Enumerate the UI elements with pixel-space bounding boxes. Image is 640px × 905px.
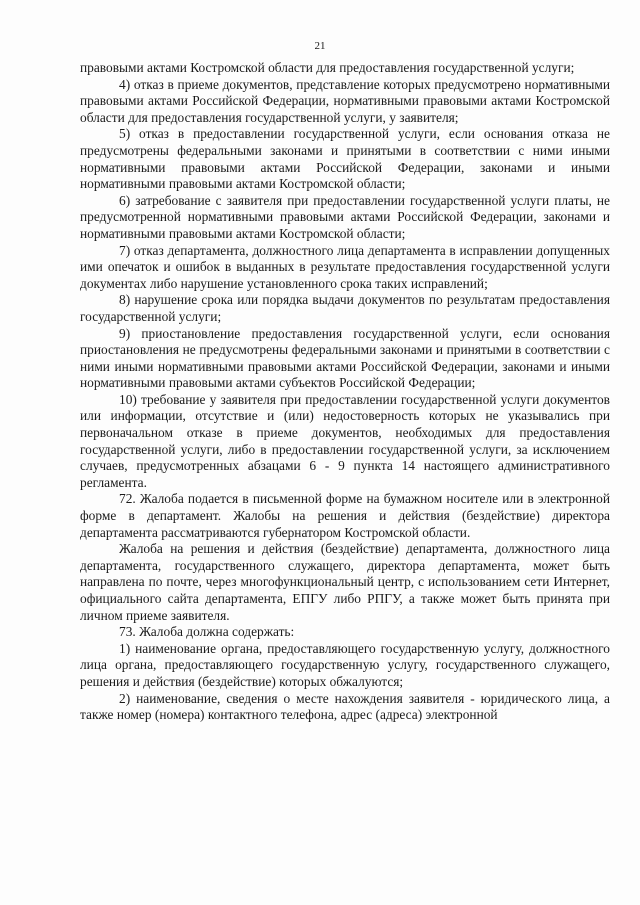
paragraph-clause-73: 73. Жалоба должна содержать: [119,624,295,640]
paragraph-item-5: 5) отказ в предоставлении государственной услуги, если основания отказа не предусмотрены федеральными законами и принятыми в соответствии с ними иными нормативными правовыми актами Российской Федерации, законами и иными нормативными правовыми актами Костромской области; [80,126,610,192]
paragraph-clause-72: 72. Жалоба подается в письменной форме на бумажном носителе или в электронной форме в департамент. Жалобы на решения и действия (бездействие) директора департамента рассматриваются губернатором Костромской области. [80,491,610,540]
paragraph-item-7: 7) отказ департамента, должностного лица департамента в исправлении допущенных ими опечаток и ошибок в выданных в результате предоставления государственной услуги документах либо нарушение установленного срока таких исправлений; [80,242,610,291]
paragraph-item-4: 4) отказ в приеме документов, представление которых предусмотрено нормативными правовыми актами Российской Федерации, нормативными правовыми актами Костромской области для предоставления государственной услуги, у заявителя; [80,76,610,125]
paragraph-item-8: 8) нарушение срока или порядка выдачи документов по результатам предоставления государственной услуги; [80,292,610,324]
paragraph-requirement-2: 2) наименование, сведения о месте нахождения заявителя - юридического лица, а также номер (номера) контактного телефона, адрес (адреса) электронной [80,690,610,723]
paragraph-complaint-channels: Жалоба на решения и действия (бездействие) департамента, должностного лица департамента, государственного служащего, директора департамента, может быть направлена по почте, через многофункциональный центр, с использованием сети Интернет, официального сайта департамента, ЕПГУ либо РПГУ, а также может быть принята при личном приеме заявителя. [80,541,610,623]
paragraph-continuation: правовыми актами Костромской области для предоставления государственной услуги; [80,60,575,75]
paragraph-requirement-1: 1) наименование органа, предоставляющего государственную услугу, должностного лица органа, предоставляющего государственную услугу, государственного служащего, решения и действия (бездействие) которых обжалуются; [80,640,610,689]
paragraph-item-9: 9) приостановление предоставления государственной услуги, если основания приостановления не предусмотрены федеральными законами и принятыми в соответствии с ними иными нормативными правовыми актами Российской Федерации, законами и иными нормативными правовыми актами субъектов Российской Федерации; [80,325,610,391]
document-body [80,60,610,724]
paragraph-item-10: 10) требование у заявителя при предоставлении государственной услуги документов или информации, отсутствие и (или) недостоверность которых не указывались при первоначальном отказе в приеме документов, необходимых для предоставления государственной услуги, либо в предоставлении государственной услуги, за исключением случаев, предусмотренных абзацами 6 - 9 пункта 14 настоящего административного регламента. [80,391,610,490]
paragraph-item-6: 6) затребование с заявителя при предоставлении государственной услуги платы, не предусмотренной нормативными правовыми актами Российской Федерации, законами и нормативными правовыми актами Костромской области; [80,192,610,241]
page-number: 21 [314,40,326,52]
